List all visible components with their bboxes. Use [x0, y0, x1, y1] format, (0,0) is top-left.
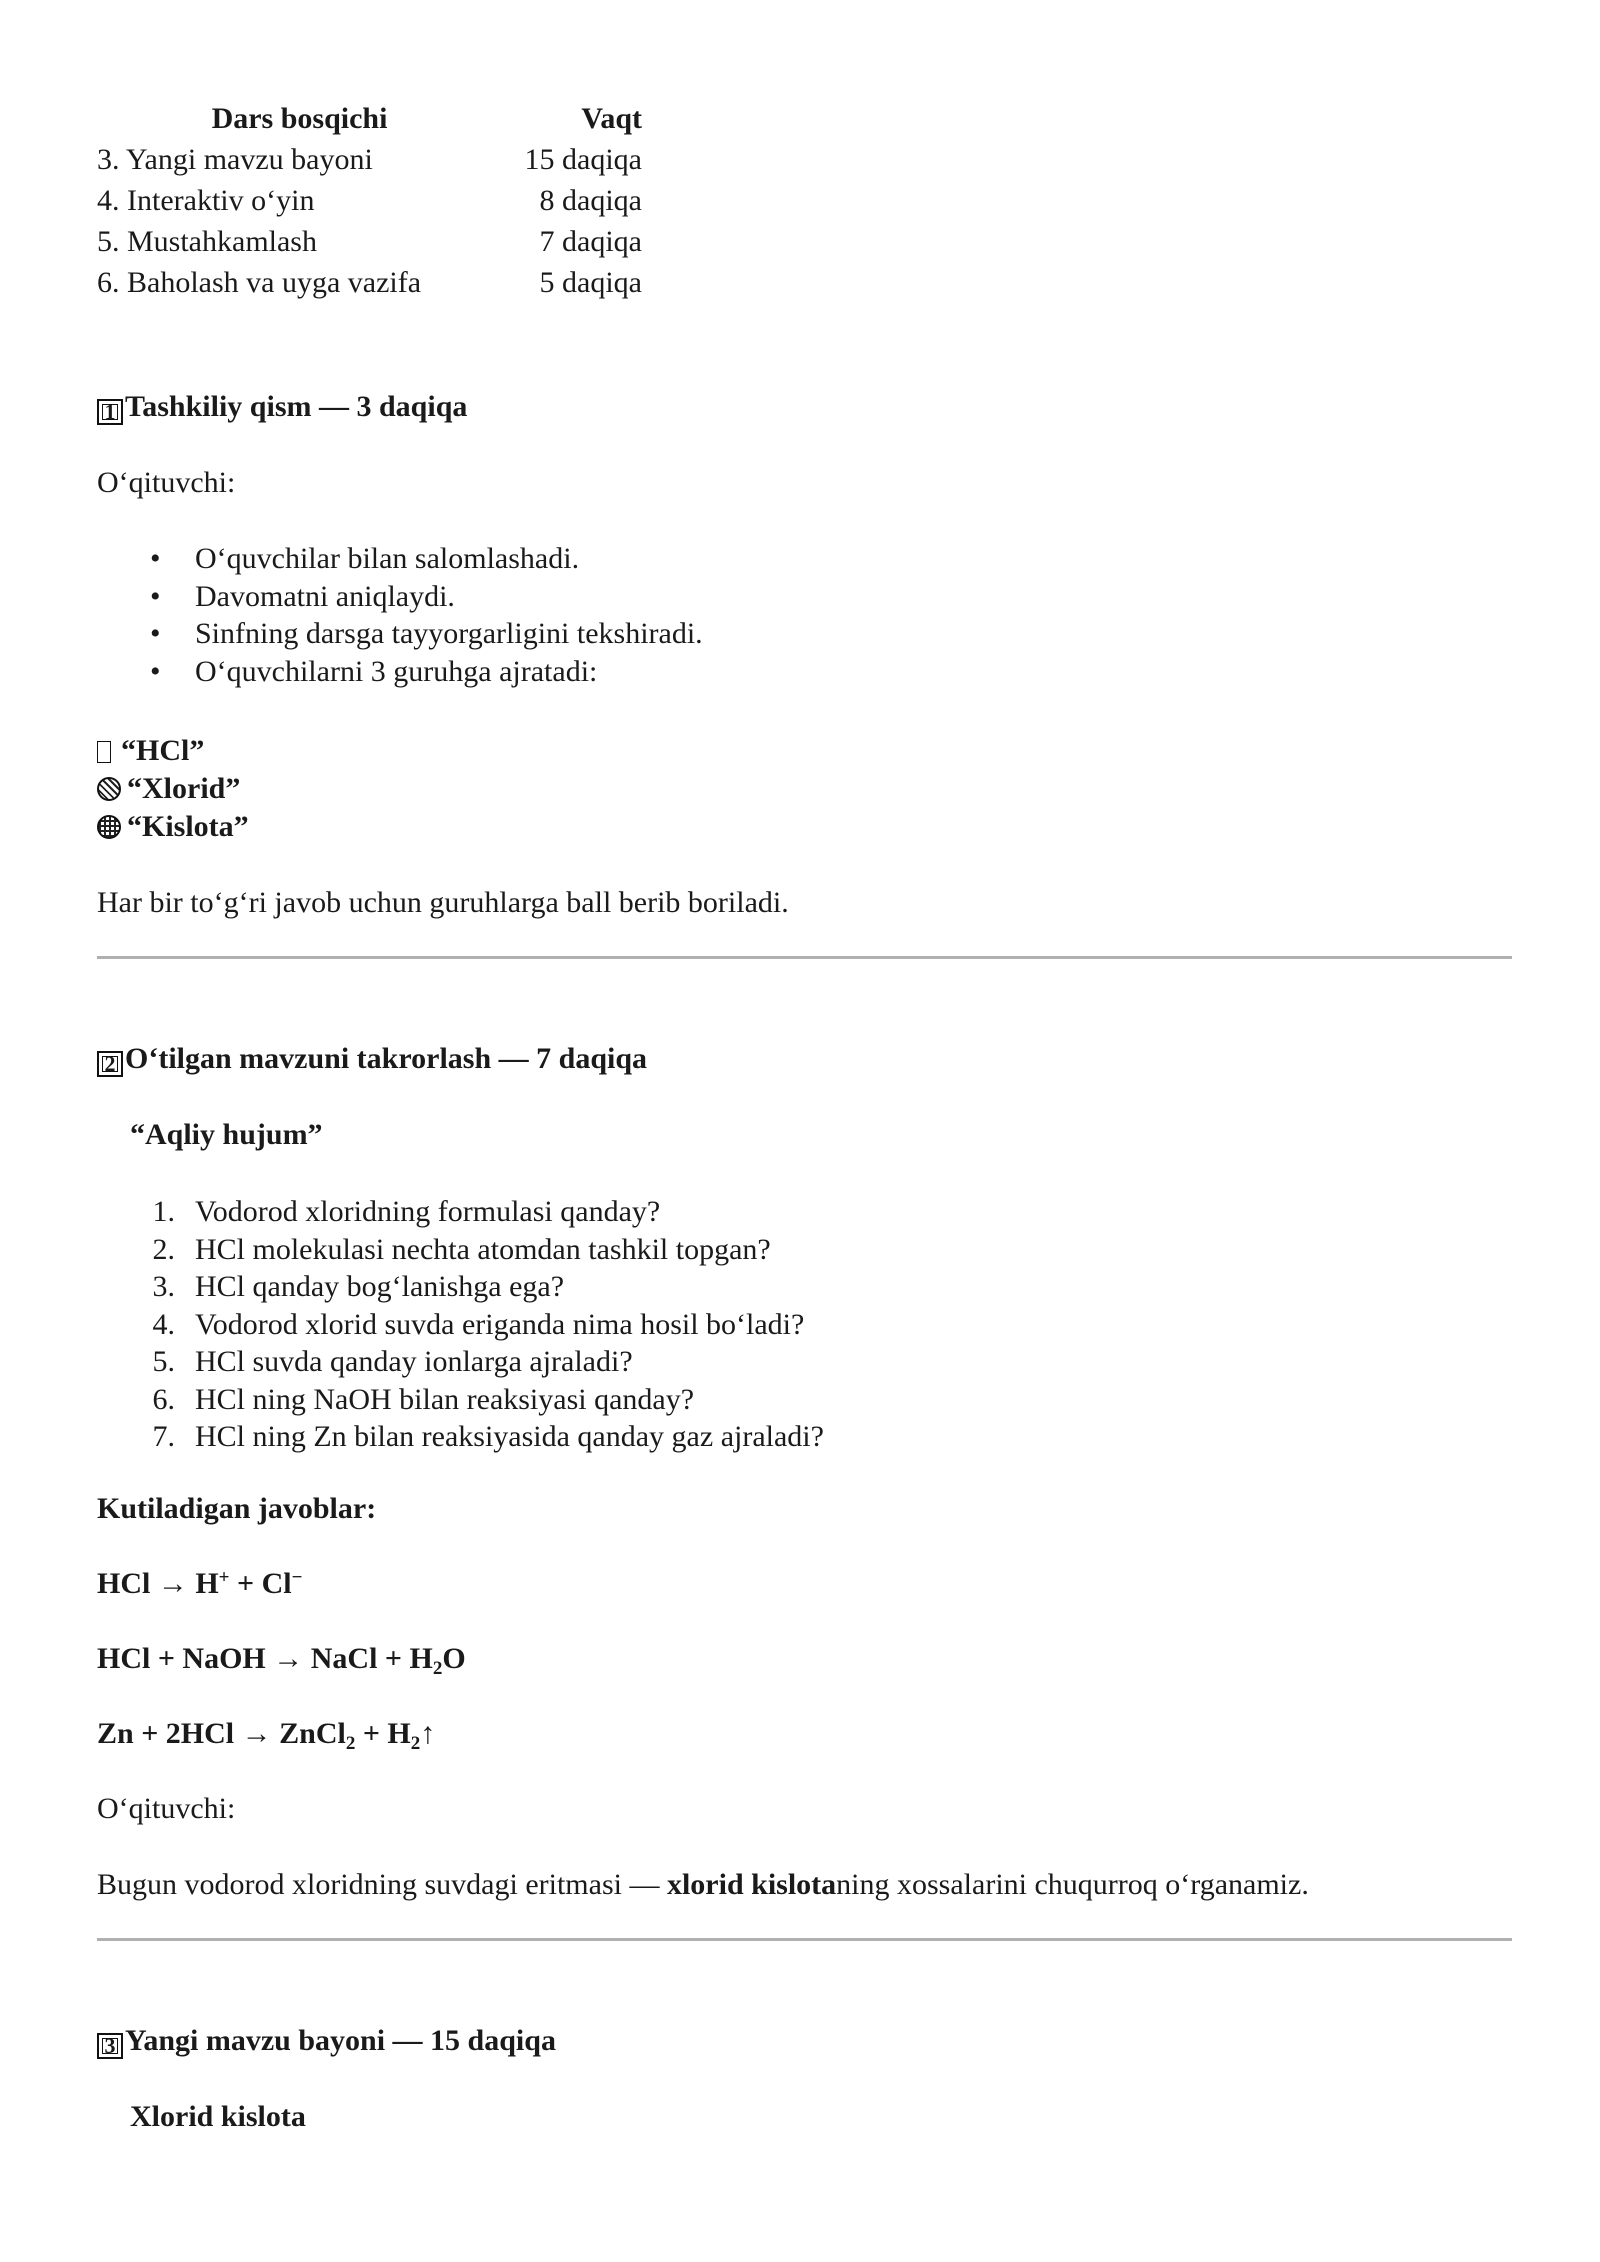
stage-cell: 6. Baholash va uyga vazifa — [97, 265, 422, 299]
closing-text: Bugun vodorod xloridning suvdagi eritmasi — — [97, 1868, 667, 1901]
keycap-number-icon: 3 — [97, 2033, 123, 2059]
group-item — [97, 732, 249, 770]
list-item: 2. HCl molekulasi nechta atomdan tashkil topgan? — [152, 1232, 771, 1266]
question-text: HCl molekulasi nechta atomdan tashkil topgan? — [195, 1232, 771, 1266]
eq-text: + H — [355, 1717, 411, 1750]
blue-circle-icon — [97, 777, 121, 801]
stage-cell: 3. Yangi mavzu bayoni — [97, 142, 373, 176]
eq-text: HCl + NaOH → NaCl + H — [97, 1642, 433, 1675]
list-item: • O‘quvchilar bilan salomlashadi. — [195, 540, 703, 578]
divider — [97, 1938, 1512, 1941]
question-text: Vodorod xloridning formulasi qanday? — [195, 1195, 661, 1228]
eq-text: + Cl — [229, 1567, 292, 1600]
question-text: HCl qanday bog‘lanishga ega? — [195, 1270, 565, 1303]
time-cell: 5 daqiqa — [539, 265, 642, 299]
eq-sub: 2 — [410, 1733, 421, 1754]
col-header-stage: Dars bosqichi — [211, 101, 388, 135]
table-row — [97, 139, 642, 180]
group-name: “Xlorid” — [127, 772, 241, 805]
section1-teacher-label: O‘qituvchi: — [97, 466, 236, 499]
group-name: “Kislota” — [127, 810, 249, 843]
eq-text: O — [442, 1642, 466, 1675]
list-item: • O‘quvchilarni 3 guruhga ajratadi: — [195, 653, 703, 691]
eq-sub: 2 — [345, 1733, 356, 1754]
list-item: 3. HCl qanday bog‘lanishga ega? — [152, 1270, 565, 1303]
section1-title: Tashkiliy qism — 3 daqiqa — [125, 390, 468, 423]
question-text: Vodorod xlorid suvda eriganda nima hosil bo‘ladi? — [195, 1307, 805, 1341]
eq-text: HCl → H — [97, 1567, 219, 1600]
list-item: 1. Vodorod xloridning formulasi qanday? — [152, 1195, 661, 1228]
eq-sub: 2 — [432, 1658, 443, 1679]
section3-heading — [97, 2022, 556, 2060]
eq-text: Zn + 2HCl → ZnCl — [97, 1717, 346, 1750]
list-item: 5. HCl suvda qanday ionlarga ajraladi? — [152, 1345, 633, 1378]
time-cell: 8 daqiqa — [539, 183, 642, 217]
section3-subtitle: Xlorid kislota — [130, 2100, 306, 2133]
group-item — [97, 808, 249, 846]
section2-closing — [97, 1866, 1309, 1904]
group-list — [97, 732, 249, 846]
table-row — [97, 221, 642, 262]
table-header-row — [97, 98, 642, 139]
section1-bullet-list — [195, 540, 703, 690]
question-text: HCl ning NaOH bilan reaksiyasi qanday? — [195, 1382, 695, 1416]
section1-heading — [97, 388, 467, 426]
list-item: • Davomatni aniqlaydi. — [195, 578, 703, 616]
section2-subtitle: “Aqliy hujum” — [130, 1118, 323, 1151]
list-item: 4. Vodorod xlorid suvda eriganda nima hosil bo‘ladi? — [152, 1307, 805, 1341]
group-name: “HCl” — [121, 734, 205, 767]
col-header-time: Vaqt — [581, 101, 642, 135]
stage-cell: 5. Mustahkamlash — [97, 224, 317, 258]
divider — [97, 956, 1512, 959]
closing-text: ning xossalarini chuqurroq o‘rganamiz. — [836, 1868, 1309, 1901]
question-list — [152, 1193, 824, 1456]
closing-bold: xlorid kislota — [666, 1868, 837, 1901]
question-text: HCl suvda qanday ionlarga ajraladi? — [195, 1345, 633, 1378]
section2-teacher-label: O‘qituvchi: — [97, 1792, 236, 1825]
list-item: • Sinfning darsga tayyorgarligini tekshiradi. — [195, 615, 703, 653]
green-circle-icon — [97, 815, 121, 839]
section2-title: O‘tilgan mavzuni takrorlash — 7 daqiqa — [125, 1042, 648, 1075]
red-circle-icon — [97, 741, 111, 763]
eq-sup: − — [291, 1567, 303, 1588]
section2-heading — [97, 1040, 647, 1078]
list-item: 6. HCl ning NaOH bilan reaksiyasi qanday? — [152, 1382, 695, 1416]
table-row — [97, 180, 642, 221]
section3-title: Yangi mavzu bayoni — 15 daqiqa — [125, 2024, 556, 2057]
lesson-plan-table — [97, 98, 642, 303]
answers-label: Kutiladigan javoblar: — [97, 1492, 377, 1525]
group-item — [97, 770, 249, 808]
equation-1 — [97, 1565, 302, 1603]
keycap-number-icon: 1 — [97, 399, 123, 425]
eq-text: ↑ — [420, 1717, 436, 1750]
question-text: HCl ning Zn bilan reaksiyasida qanday gaz ajraladi? — [195, 1420, 824, 1453]
table-row — [97, 262, 642, 303]
equation-2 — [97, 1640, 466, 1678]
time-cell: 15 daqiqa — [524, 142, 642, 176]
stage-cell: 4. Interaktiv o‘yin — [97, 183, 315, 217]
list-item: 7. HCl ning Zn bilan reaksiyasida qanday gaz ajraladi? — [152, 1420, 824, 1453]
eq-sup: + — [218, 1567, 230, 1588]
section1-note: Har bir to‘g‘ri javob uchun guruhlarga ball berib boriladi. — [97, 886, 789, 919]
keycap-number-icon: 2 — [97, 1051, 123, 1077]
time-cell: 7 daqiqa — [539, 224, 642, 258]
equation-3 — [97, 1715, 435, 1753]
